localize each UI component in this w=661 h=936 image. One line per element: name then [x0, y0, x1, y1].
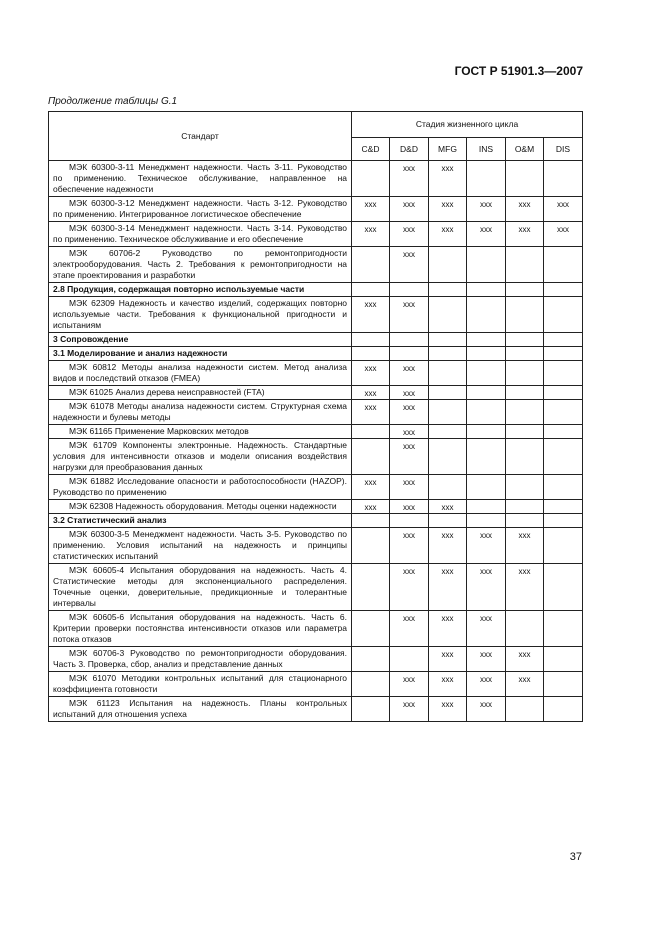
- stage-mark: [429, 475, 467, 500]
- stage-mark: [544, 475, 583, 500]
- stage-mark: [467, 500, 506, 514]
- stage-mark: [429, 297, 467, 333]
- section-row: [49, 347, 583, 361]
- table-row: [49, 475, 583, 500]
- stage-mark: [467, 161, 506, 197]
- stage-mark: [467, 361, 506, 386]
- stage-mark: xxx: [390, 361, 429, 386]
- stage-mark: xxx: [352, 386, 390, 400]
- stage-mark: xxx: [467, 528, 506, 564]
- stage-mark: [506, 400, 544, 425]
- stage-mark: [390, 333, 429, 347]
- table-row: [49, 161, 583, 197]
- table-row: [49, 697, 583, 722]
- stage-mark: [429, 347, 467, 361]
- table-body: [49, 161, 583, 722]
- row-text: МЭК 60605-6 Испытания оборудования на надежность. Часть 6. Критерии проверки постоянства интенсивности отказов или параметра потока отказов: [53, 612, 347, 644]
- stage-mark: [467, 247, 506, 283]
- table-row: [49, 564, 583, 611]
- row-text: МЭК 61709 Компоненты электронные. Надежность. Стандартные условия для интенсивности отказов и модели описания воздействия нагрузки для преобразования данных: [53, 440, 347, 472]
- row-text: МЭК 60300-3-11 Менеджмент надежности. Часть 3-11. Руководство по применению. Техническое обслуживание, направленное на обеспечение надежности: [53, 162, 347, 194]
- stage-mark: [506, 283, 544, 297]
- stage-mark: xxx: [544, 197, 583, 222]
- stage-mark: [544, 500, 583, 514]
- stage-mark: [544, 611, 583, 647]
- stage-mark: [429, 283, 467, 297]
- row-text: МЭК 61025 Анализ дерева неисправностей (FTA): [69, 387, 265, 397]
- row-text: МЭК 60605-4 Испытания оборудования на надежность. Часть 4. Статистические методы для экспоненциального распределения. Точечные оценки, доверительные, предикционные и толерантные интервалы: [53, 565, 347, 608]
- document-code: ГОСТ Р 51901.3—2007: [454, 64, 583, 78]
- stage-mark: xxx: [390, 672, 429, 697]
- section-row: [49, 514, 583, 528]
- table-row: [49, 222, 583, 247]
- table-row: [49, 672, 583, 697]
- table-row: [49, 247, 583, 283]
- stage-mark: [390, 347, 429, 361]
- stage-mark: [544, 347, 583, 361]
- stage-mark: xxx: [352, 297, 390, 333]
- row-text: МЭК 61070 Методики контрольных испытаний для стационарного коэффициента готовности: [53, 673, 347, 694]
- standard-name: [49, 161, 352, 197]
- stage-header: MFG: [429, 138, 467, 161]
- stage-mark: [544, 439, 583, 475]
- stage-mark: [429, 333, 467, 347]
- row-text: МЭК 61165 Применение Марковских методов: [69, 426, 249, 436]
- stage-mark: xxx: [506, 564, 544, 611]
- stage-mark: [429, 425, 467, 439]
- stage-mark: [544, 297, 583, 333]
- stage-mark: xxx: [390, 297, 429, 333]
- stage-mark: [352, 564, 390, 611]
- table-row: [49, 528, 583, 564]
- stage-mark: [467, 425, 506, 439]
- table-row: [49, 439, 583, 475]
- stage-mark: [467, 475, 506, 500]
- section-row: [49, 333, 583, 347]
- table-caption: Продолжение таблицы G.1: [48, 96, 178, 107]
- standard-name: [49, 400, 352, 425]
- row-text: 3.1 Моделирование и анализ надежности: [53, 348, 228, 358]
- stage-mark: xxx: [352, 475, 390, 500]
- stage-mark: [544, 514, 583, 528]
- stage-mark: [467, 283, 506, 297]
- row-text: МЭК 61882 Исследование опасности и работоспособности (HAZOP). Руководство по применению: [53, 476, 347, 497]
- stage-mark: xxx: [429, 197, 467, 222]
- stage-mark: [429, 439, 467, 475]
- stage-mark: xxx: [467, 611, 506, 647]
- standard-name: [49, 222, 352, 247]
- stage-mark: [544, 528, 583, 564]
- stage-mark: [506, 361, 544, 386]
- stage-mark: xxx: [390, 425, 429, 439]
- stage-mark: xxx: [390, 611, 429, 647]
- stage-header: INS: [467, 138, 506, 161]
- row-text: МЭК 61078 Методы анализа надежности систем. Структурная схема надежности и булевы методы: [53, 401, 347, 422]
- table-row: [49, 297, 583, 333]
- stage-mark: xxx: [390, 475, 429, 500]
- standard-name: [49, 528, 352, 564]
- standard-name: [49, 386, 352, 400]
- stage-mark: [506, 247, 544, 283]
- stage-mark: xxx: [390, 386, 429, 400]
- standard-name: [49, 647, 352, 672]
- stage-mark: xxx: [544, 222, 583, 247]
- table-row: [49, 197, 583, 222]
- stage-mark: xxx: [506, 222, 544, 247]
- stage-mark: xxx: [429, 611, 467, 647]
- stage-mark: [467, 297, 506, 333]
- stage-mark: xxx: [429, 697, 467, 722]
- stage-mark: [544, 386, 583, 400]
- standards-table: [48, 111, 583, 722]
- standard-name: [49, 297, 352, 333]
- stage-mark: xxx: [429, 647, 467, 672]
- stage-mark: [429, 247, 467, 283]
- stage-mark: xxx: [467, 564, 506, 611]
- stage-mark: xxx: [429, 672, 467, 697]
- stage-mark: [506, 697, 544, 722]
- stage-mark: xxx: [390, 439, 429, 475]
- stage-mark: [544, 247, 583, 283]
- stage-mark: xxx: [352, 222, 390, 247]
- stage-mark: [506, 386, 544, 400]
- table-row: [49, 386, 583, 400]
- stage-mark: [352, 528, 390, 564]
- table-row: [49, 400, 583, 425]
- stage-header: D&D: [390, 138, 429, 161]
- stage-mark: xxx: [467, 697, 506, 722]
- stage-mark: [429, 514, 467, 528]
- stage-mark: [352, 161, 390, 197]
- stage-mark: [506, 347, 544, 361]
- stage-mark: xxx: [390, 197, 429, 222]
- row-text: МЭК 60812 Методы анализа надежности систем. Метод анализа видов и последствий отказов (FMEA): [53, 362, 347, 383]
- table-row: [49, 500, 583, 514]
- standard-column-header: Стандарт: [49, 112, 352, 161]
- stage-mark: xxx: [352, 400, 390, 425]
- stage-mark: xxx: [506, 672, 544, 697]
- stage-mark: [506, 514, 544, 528]
- stage-mark: [429, 400, 467, 425]
- stage-mark: [544, 425, 583, 439]
- row-text: МЭК 60706-2 Руководство по ремонтопригодности электрооборудования. Часть 2. Требования к ремонтопригодности на этапе проектирования и разработки: [53, 248, 347, 280]
- standard-name: [49, 361, 352, 386]
- stage-mark: [352, 697, 390, 722]
- stage-mark: xxx: [352, 361, 390, 386]
- row-text: МЭК 62309 Надежность и качество изделий, содержащих повторно используемые части. Требования к функциональной пригодности и испытаниям: [53, 298, 347, 330]
- stage-mark: [352, 647, 390, 672]
- row-text: МЭК 60706-3 Руководство по ремонтопригодности оборудования. Часть 3. Проверка, сбор, анализ и представление данных: [53, 648, 347, 669]
- standard-name: [49, 475, 352, 500]
- stage-mark: [390, 283, 429, 297]
- row-text: 3.2 Статистический анализ: [53, 515, 167, 525]
- row-text: МЭК 62308 Надежность оборудования. Методы оценки надежности: [69, 501, 337, 511]
- stage-mark: xxx: [467, 222, 506, 247]
- row-text: МЭК 61123 Испытания на надежность. Планы контрольных испытаний для отношения успеха: [53, 698, 347, 719]
- stage-mark: [544, 697, 583, 722]
- stage-mark: xxx: [467, 647, 506, 672]
- stage-mark: xxx: [390, 528, 429, 564]
- stage-mark: [352, 514, 390, 528]
- standard-name: [49, 611, 352, 647]
- stage-mark: [352, 333, 390, 347]
- stage-mark: xxx: [506, 528, 544, 564]
- stage-mark: [352, 247, 390, 283]
- stage-mark: [352, 672, 390, 697]
- stage-mark: [429, 361, 467, 386]
- stage-mark: [506, 611, 544, 647]
- standard-name: [49, 197, 352, 222]
- section-title: [49, 333, 352, 347]
- stage-mark: xxx: [390, 564, 429, 611]
- standard-name: [49, 439, 352, 475]
- page-number: 37: [569, 851, 582, 863]
- standard-name: [49, 500, 352, 514]
- stage-mark: [506, 475, 544, 500]
- stage-mark: xxx: [506, 647, 544, 672]
- stage-mark: xxx: [506, 197, 544, 222]
- stage-mark: [390, 514, 429, 528]
- stage-mark: [544, 400, 583, 425]
- stage-mark: [390, 647, 429, 672]
- stage-mark: [467, 333, 506, 347]
- stage-mark: [429, 386, 467, 400]
- stage-mark: xxx: [429, 222, 467, 247]
- standard-name: [49, 425, 352, 439]
- section-title: [49, 514, 352, 528]
- table-row: [49, 647, 583, 672]
- stage-mark: [544, 564, 583, 611]
- stage-mark: [352, 439, 390, 475]
- stage-mark: [544, 161, 583, 197]
- stage-mark: [506, 297, 544, 333]
- stage-mark: [352, 283, 390, 297]
- table-row: [49, 611, 583, 647]
- stage-mark: [544, 647, 583, 672]
- stage-mark: [506, 439, 544, 475]
- stage-mark: xxx: [429, 564, 467, 611]
- row-text: МЭК 60300-3-14 Менеджмент надежности. Часть 3-14. Руководство по применению. Техническое обслуживание и его обеспечение: [53, 223, 347, 244]
- stage-mark: xxx: [390, 247, 429, 283]
- stage-mark: [467, 514, 506, 528]
- standard-name: [49, 672, 352, 697]
- stage-mark: xxx: [352, 197, 390, 222]
- stage-mark: xxx: [390, 222, 429, 247]
- stage-mark: [467, 347, 506, 361]
- stage-mark: xxx: [429, 161, 467, 197]
- stage-mark: xxx: [352, 500, 390, 514]
- row-text: МЭК 60300-3-5 Менеджмент надежности. Часть 3-5. Руководство по применению. Условия испытаний на надежность и принципы статистических испытаний: [53, 529, 347, 561]
- stage-mark: [544, 283, 583, 297]
- stage-mark: [506, 425, 544, 439]
- standard-name: [49, 564, 352, 611]
- stage-mark: xxx: [467, 672, 506, 697]
- stage-mark: [467, 386, 506, 400]
- lifecycle-stage-header: Стадия жизненного цикла: [352, 112, 583, 138]
- section-row: [49, 283, 583, 297]
- stage-mark: xxx: [429, 528, 467, 564]
- stage-mark: [352, 347, 390, 361]
- stage-mark: xxx: [390, 500, 429, 514]
- stage-mark: [544, 361, 583, 386]
- row-text: МЭК 60300-3-12 Менеджмент надежности. Часть 3-12. Руководство по применению. Интегрированное логистическое обеспечение: [53, 198, 347, 219]
- stage-mark: xxx: [467, 197, 506, 222]
- stage-mark: xxx: [390, 400, 429, 425]
- stage-mark: [544, 672, 583, 697]
- stage-mark: [352, 611, 390, 647]
- standard-name: [49, 697, 352, 722]
- section-title: [49, 347, 352, 361]
- stage-mark: [467, 400, 506, 425]
- stage-header: O&M: [506, 138, 544, 161]
- stage-mark: xxx: [429, 500, 467, 514]
- row-text: 3 Сопровождение: [53, 334, 129, 344]
- stage-mark: xxx: [390, 161, 429, 197]
- stage-mark: [544, 333, 583, 347]
- stage-mark: [506, 500, 544, 514]
- stage-mark: [506, 333, 544, 347]
- table-row: [49, 425, 583, 439]
- row-text: 2.8 Продукция, содержащая повторно используемые части: [53, 284, 305, 294]
- stage-mark: xxx: [390, 697, 429, 722]
- stage-header: C&D: [352, 138, 390, 161]
- stage-mark: [467, 439, 506, 475]
- table-row: [49, 361, 583, 386]
- stage-mark: [506, 161, 544, 197]
- stage-header: DIS: [544, 138, 583, 161]
- stage-mark: [352, 425, 390, 439]
- section-title: [49, 283, 352, 297]
- standard-name: [49, 247, 352, 283]
